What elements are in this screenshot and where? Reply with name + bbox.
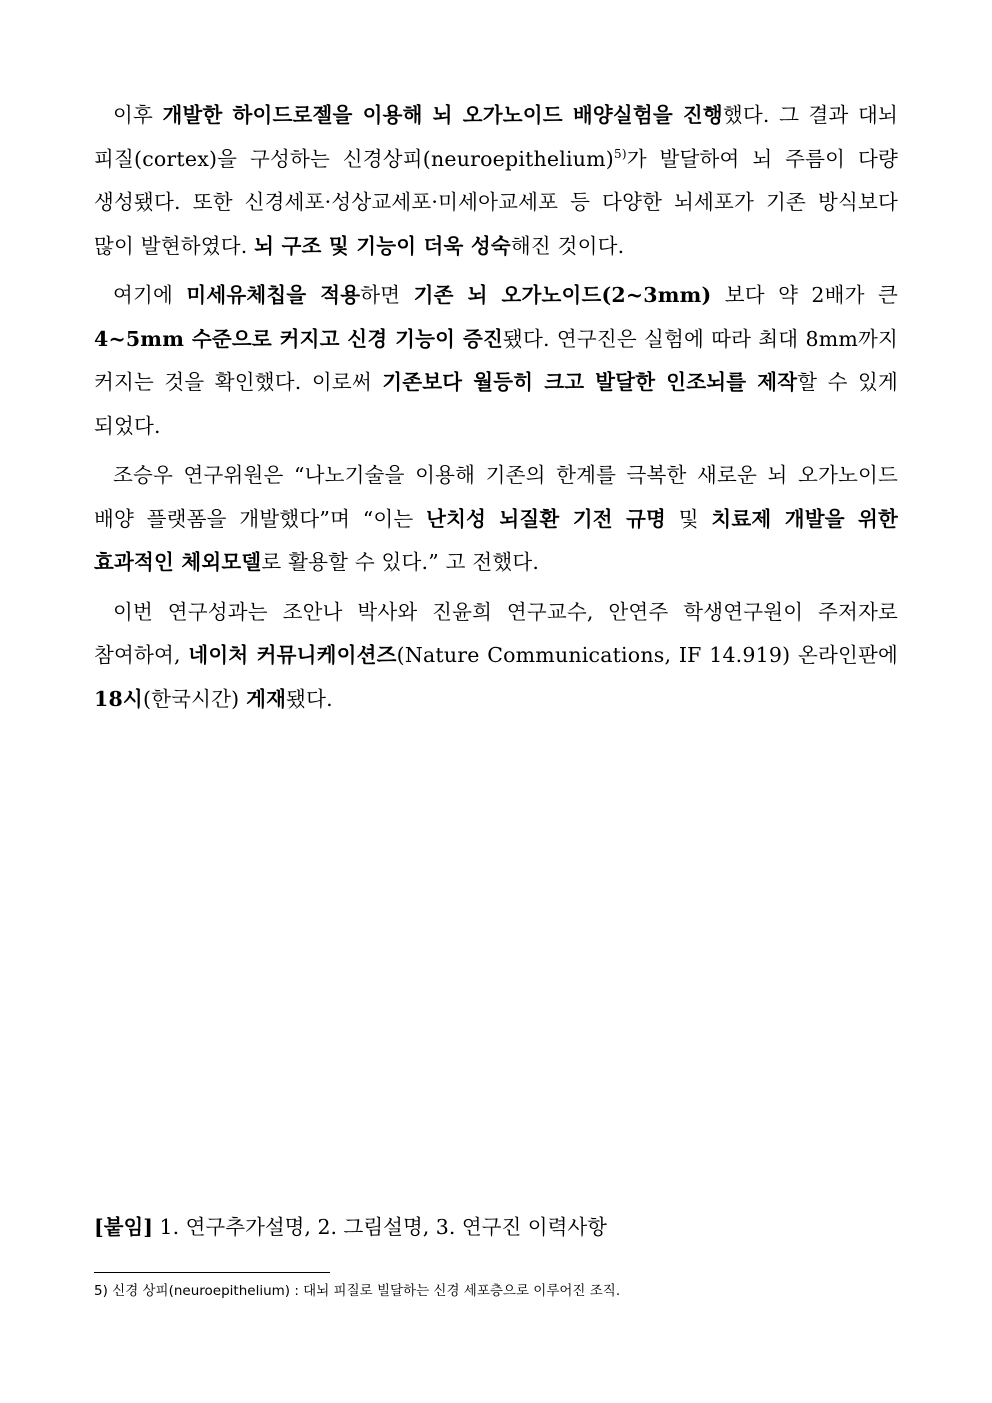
- bold-text: 기존보다 월등히 크고 발달한 인조뇌를 제작: [382, 370, 798, 394]
- bold-text: 치료제 개발을 위한 효과적인 체외모델: [94, 506, 899, 574]
- paragraph-1: [94, 94, 898, 268]
- text-span: 보다 약 2배가 큰: [711, 283, 898, 307]
- text-span: 할 수 있게 되었다.: [94, 370, 898, 438]
- text-span: 됐다.: [286, 686, 333, 711]
- text-span: 및: [666, 506, 712, 531]
- text-span: 이번 연구성과는 조안나 박사와 진윤희 연구교수, 안연주 학생연구원이 주저자로 참여하여,: [94, 599, 898, 667]
- text-span: 로 활용할 수 있다.”: [261, 550, 439, 574]
- text-span: (한국시간): [142, 686, 247, 711]
- text-span: 이후: [113, 103, 163, 127]
- paragraph-2: [94, 274, 898, 448]
- footnote: 5) 신경 상피(neuroepithelium) : 대뇌 피질로 빌달하는 신경 세포층으로 이루어진 조직.: [94, 1283, 621, 1299]
- text-span: (Nature Communications, IF 14.919) 온라인판에: [396, 643, 898, 667]
- quote-text: “나노기술을 이용해 기존의 한계를 극복한 새로운 뇌 오가노이드 배양 플랫폼을 개발했다”: [94, 463, 898, 531]
- bold-text: 미세유체칩을 적용: [186, 283, 361, 307]
- paragraph-4: [94, 591, 898, 722]
- attachment-list: 1. 연구추가설명, 2. 그림설명, 3. 연구진 이력사항: [153, 1215, 607, 1239]
- paragraph-3: [94, 454, 898, 585]
- text-span: 해진 것이다.: [510, 233, 625, 258]
- text-span: 하면: [360, 283, 414, 307]
- bold-text: 개발한 하이드로젤을 이용해 뇌 오가노이드 배양실험을 진행: [162, 103, 723, 127]
- text-span: 했다. 그 결과 대뇌 피질(cortex)을 구성하는 신경상피(neuroepithelium): [94, 103, 898, 171]
- bold-text: 뇌 구조 및 기능이 더욱 성숙: [254, 233, 511, 258]
- attachment-label: [붙임]: [94, 1215, 154, 1239]
- bold-text: 난치성 뇌질환 기전 규명: [426, 506, 667, 531]
- attachment-line: [94, 1209, 898, 1245]
- text-span: 고 전했다.: [438, 550, 540, 574]
- bold-text: 게재: [246, 686, 287, 711]
- quote-text: “이는: [362, 506, 427, 531]
- footnote-reference: 5): [614, 146, 627, 161]
- bold-text: 4~5mm 수준으로 커지고 신경 기능이 증진: [94, 326, 503, 351]
- footnote-divider: [94, 1272, 330, 1273]
- bold-text: 18시: [94, 686, 143, 711]
- text-span: 여기에: [113, 283, 187, 307]
- text-span: 됐다. 연구진은 실험에 따라 최대 8mm까지 커지는 것을 확인했다. 이로써: [94, 326, 898, 394]
- text-span: 조승우 연구위원은: [113, 463, 294, 487]
- text-span: 며: [330, 506, 363, 531]
- bold-text: 네이처 커뮤니케이션즈: [188, 643, 397, 667]
- bold-text: 기존 뇌 오가노이드(2~3mm): [413, 283, 712, 307]
- text-span: 가 발달하여 뇌 주름이 다량 생성됐다. 또한 신경세포·성상교세포·미세아교세포 등 다양한 뇌세포가 기존 방식보다 많이 발현하였다.: [94, 146, 898, 258]
- body-text: [94, 94, 898, 727]
